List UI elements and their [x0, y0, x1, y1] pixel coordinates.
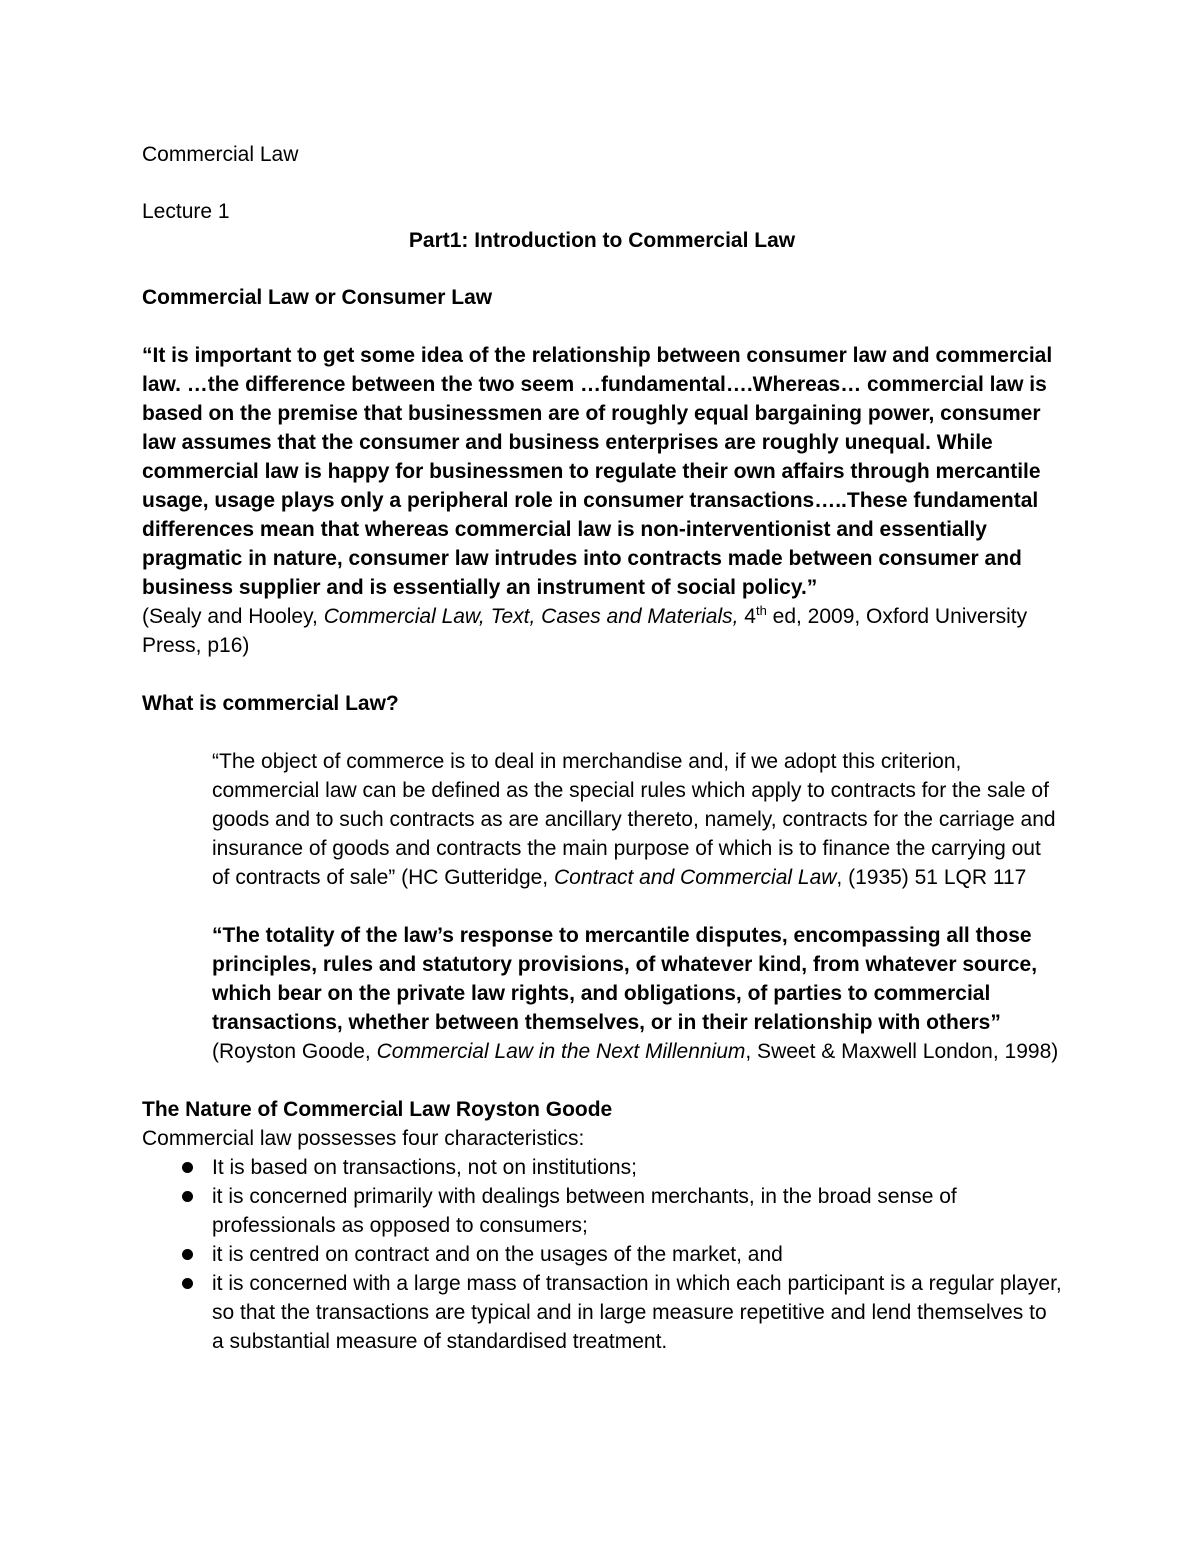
part-title: Part1: Introduction to Commercial Law	[408, 229, 796, 252]
list-item	[142, 1269, 1062, 1356]
sealy-hooley-citation	[142, 602, 1062, 660]
citation-edition-suffix: th	[755, 603, 767, 618]
characteristics-list	[142, 1153, 1062, 1356]
list-item-text: It is based on transactions, not on institutions;	[212, 1156, 637, 1179]
gutteridge-quote-text: “The object of commerce is to deal in merchandise and, if we adopt this criterion, commercial law can be defined as the special rules which apply to contracts for the sale of goods and to such contracts as are ancillary thereto, namely, contracts for the carriage and insurance of goods and contracts the main purpose of which is to finance the carrying out of contracts of sale” (HC Gutteridge,	[212, 750, 1056, 889]
goode-citation-prefix: (Royston Goode,	[212, 1040, 377, 1063]
citation-prefix: (Sealy and Hooley,	[142, 605, 324, 628]
citation-book-title: Commercial Law, Text, Cases and Materials,	[323, 605, 739, 628]
goode-work-title: Commercial Law in the Next Millennium	[376, 1040, 746, 1063]
goode-citation-suffix: , Sweet & Maxwell London, 1998)	[745, 1040, 1059, 1063]
gutteridge-reference: , (1935) 51 LQR 117	[836, 866, 1027, 889]
citation-suffix: ed, 2009, Oxford University Press, p16)	[142, 605, 1028, 657]
sealy-hooley-quote: “It is important to get some idea of the relationship between consumer law and commercial law. …the difference between the two seem …fundamental….Whereas… commercial law is based on the premise that businessmen are of roughly equal bargaining power, consumer law assumes that the consumer and business enterprises are roughly unequal. While commercial law is happy for businessmen to regulate their own affairs through mercantile usage, usage plays only a peripheral role in consumer transactions…..These fundamental differences mean that whereas commercial law is non-interventionist and essentially pragmatic in nature, consumer law intrudes into contracts made between consumer and business supplier and is essentially an instrument of social policy.”	[142, 344, 1053, 599]
goode-quote	[212, 921, 1062, 1066]
section-heading-what-is-commercial-law: What is commercial Law?	[142, 692, 399, 715]
section-heading-nature-of-commercial-law: The Nature of Commercial Law Royston Goode	[142, 1098, 613, 1121]
gutteridge-work-title: Contract and Commercial Law	[553, 866, 837, 889]
document-page	[142, 140, 1062, 1356]
list-item	[142, 1153, 1062, 1182]
list-item-text: it is centred on contract and on the usages of the market, and	[212, 1243, 783, 1266]
list-item-text: it is concerned with a large mass of transaction in which each participant is a regular player, so that the transactions are typical and in large measure repetitive and lend themselves to a substantial measure of standardised treatment.	[212, 1272, 1062, 1353]
bullet-icon	[182, 1191, 193, 1202]
section-heading-consumer-law: Commercial Law or Consumer Law	[142, 286, 493, 309]
list-item	[142, 1240, 1062, 1269]
list-item	[142, 1182, 1062, 1240]
lecture-label: Lecture 1	[142, 200, 230, 223]
bullet-icon	[182, 1278, 193, 1289]
bullet-icon	[182, 1249, 193, 1260]
document-title: Commercial Law	[142, 143, 299, 166]
characteristics-intro: Commercial law possesses four characteristics:	[142, 1127, 585, 1150]
list-item-text: it is concerned primarily with dealings between merchants, in the broad sense of professionals as opposed to consumers;	[212, 1185, 957, 1237]
gutteridge-quote	[212, 747, 1062, 892]
goode-quote-text: “The totality of the law’s response to mercantile disputes, encompassing all those principles, rules and statutory provisions, of whatever kind, from whatever source, which bear on the private law rights, and obligations, of parties to commercial transactions, whether between themselves, or in their relationship with others”	[212, 924, 1038, 1034]
bullet-icon	[182, 1162, 193, 1173]
citation-edition-number: 4	[738, 605, 756, 628]
